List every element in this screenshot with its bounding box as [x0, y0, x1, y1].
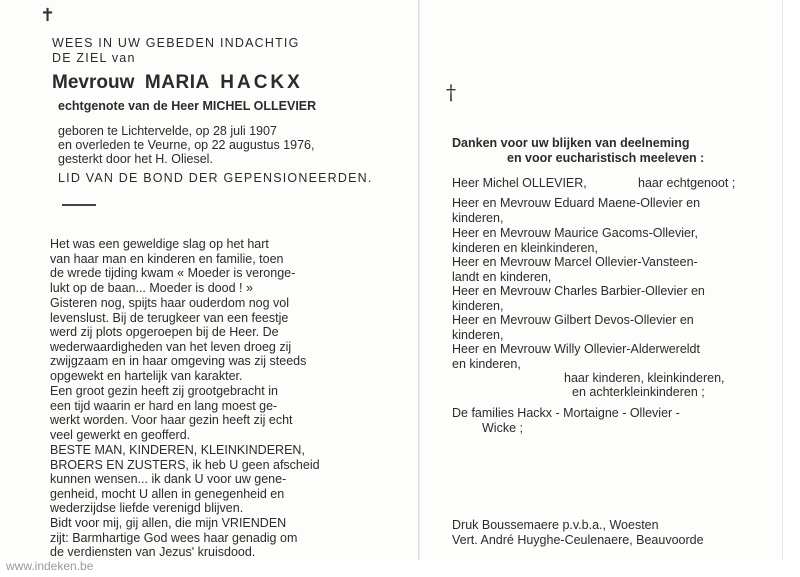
family-entry-8-line-1: haar kinderen, kleinkinderen,	[564, 371, 725, 385]
entry-line: Heer en Mevrouw Maurice Gacoms-Ollevier,	[452, 226, 698, 240]
para-line: veel gewerkt en geofferd.	[50, 427, 191, 442]
thanks-line-1: Danken voor uw blijken van deelneming	[452, 136, 690, 150]
entry-line: kinderen en kleinkinderen,	[452, 240, 598, 255]
entry-relation: haar echtgenoot ;	[638, 176, 736, 190]
entry-line: Heer en Mevrouw Marcel Ollevier-Vansteen-	[452, 255, 698, 269]
family-entry-2	[452, 196, 757, 225]
name-last: HACKX	[220, 72, 303, 93]
para-line: Het was een geweldige slag op het hart	[50, 237, 269, 251]
paragraph-3	[50, 384, 360, 442]
entry-line: kinderen,	[452, 210, 504, 225]
intro-line-1: WEES IN UW GEBEDEN INDACHTIG	[52, 36, 300, 50]
entry-line: landt en kinderen,	[452, 269, 552, 284]
family-entry-1	[452, 176, 757, 191]
para-line: werd zij plots opgeroepen bij de Heer. De	[50, 325, 279, 339]
para-line: genheid, mocht U allen in genegenheid en	[50, 486, 285, 501]
entry-line: Heer en Mevrouw Eduard Maene-Ollevier en	[452, 196, 701, 210]
intro-line-2: DE ZIEL van	[52, 51, 136, 65]
paragraph-5	[50, 516, 360, 560]
member-line: LID VAN DE BOND DER GEPENSIONEERDEN.	[58, 171, 373, 185]
paragraph-4	[50, 443, 360, 516]
card-fold	[418, 0, 420, 560]
entry-line: Wicke ;	[482, 420, 523, 435]
para-line: de wrede tijding kwam « Moeder is veronge-	[50, 266, 296, 280]
family-entry-8-line-2: en achterkleinkinderen ;	[572, 385, 705, 399]
name-first: MARIA	[144, 72, 210, 93]
divider	[62, 204, 96, 206]
para-line: de verdiensten van Jezus' kruisdood.	[50, 545, 256, 559]
family-entry-3	[452, 226, 757, 255]
paragraph-2	[50, 296, 360, 383]
spouse-line: echtgenote van de Heer MICHEL OLLEVIER	[58, 99, 317, 113]
paragraph-1	[50, 237, 360, 295]
entry-line: Heer en Mevrouw Gilbert Devos-Ollevier en	[452, 313, 694, 327]
page-edge-right	[782, 0, 800, 577]
para-line: lukt op de baan... Moeder is dood ! »	[50, 280, 253, 295]
para-line: een tijd waarin er hard en lang moest ge-	[50, 398, 278, 413]
entry-line: De families Hackx - Mortaigne - Ollevier -	[452, 406, 680, 420]
family-entry-5	[452, 284, 757, 313]
para-line: wederwaardigheden van het leven droeg zij	[50, 339, 292, 354]
entry-line: Heer en Mevrouw Charles Barbier-Ollevier en	[452, 284, 705, 298]
para-line: BESTE MAN, KINDEREN, KLEINKINDEREN,	[50, 443, 305, 457]
family-entry-9	[452, 406, 757, 435]
para-line: levenslust. Bij de terugkeer van een feestje	[50, 310, 289, 325]
name-prefix: Mevrouw	[52, 72, 135, 93]
family-entry-4	[452, 255, 757, 284]
para-line: zijt: Barmhartige God wees haar genadig om	[50, 530, 298, 545]
printer-line-2: Vert. André Huyghe-Ceulenaere, Beauvoorde	[452, 533, 704, 547]
para-line: Bidt voor mij, gij allen, die mijn VRIENDEN	[50, 516, 287, 530]
right-cross-icon: †	[446, 80, 456, 104]
para-line: zwijgzaam en in haar omgeving was zij steeds	[50, 354, 307, 368]
family-entry-7	[452, 342, 757, 371]
site-watermark: www.indeken.be	[6, 559, 94, 573]
para-line: van haar man en kinderen en familie, toen	[50, 251, 284, 266]
entry-name: Heer Michel OLLEVIER,	[452, 176, 587, 190]
strengthened-line: gesterkt door het H. Oliesel.	[58, 152, 213, 166]
died-line: en overleden te Veurne, op 22 augustus 1976,	[58, 138, 315, 152]
para-line: werkt worden. Voor haar gezin heeft zij echt	[50, 413, 293, 427]
left-cross-icon: ✝	[40, 5, 56, 26]
entry-line: en kinderen,	[452, 356, 521, 371]
para-line: Gisteren nog, spijts haar ouderdom nog vol	[50, 296, 290, 310]
page-edge-bottom	[0, 560, 800, 577]
para-line: BROERS EN ZUSTERS, ik heb U geen afscheid	[50, 457, 320, 472]
para-line: Een groot gezin heeft zij grootgebracht in	[50, 384, 278, 398]
para-line: kunnen wensen... ik dank U voor uw gene-	[50, 472, 287, 486]
entry-line: Heer en Mevrouw Willy Ollevier-Alderwereldt	[452, 342, 700, 356]
born-line: geboren te Lichtervelde, op 28 juli 1907	[58, 124, 277, 138]
printer-line-1: Druk Boussemaere p.v.b.a., Woesten	[452, 518, 659, 532]
family-entry-6	[452, 313, 757, 342]
thanks-line-2: en voor eucharistisch meeleven :	[507, 151, 705, 165]
deceased-name	[52, 72, 303, 94]
para-line: opgewekt en hartelijk van karakter.	[50, 368, 243, 383]
entry-line: kinderen,	[452, 327, 504, 342]
entry-line: kinderen,	[452, 298, 504, 313]
para-line: wederzijdse liefde verenigd blijven.	[50, 501, 244, 515]
